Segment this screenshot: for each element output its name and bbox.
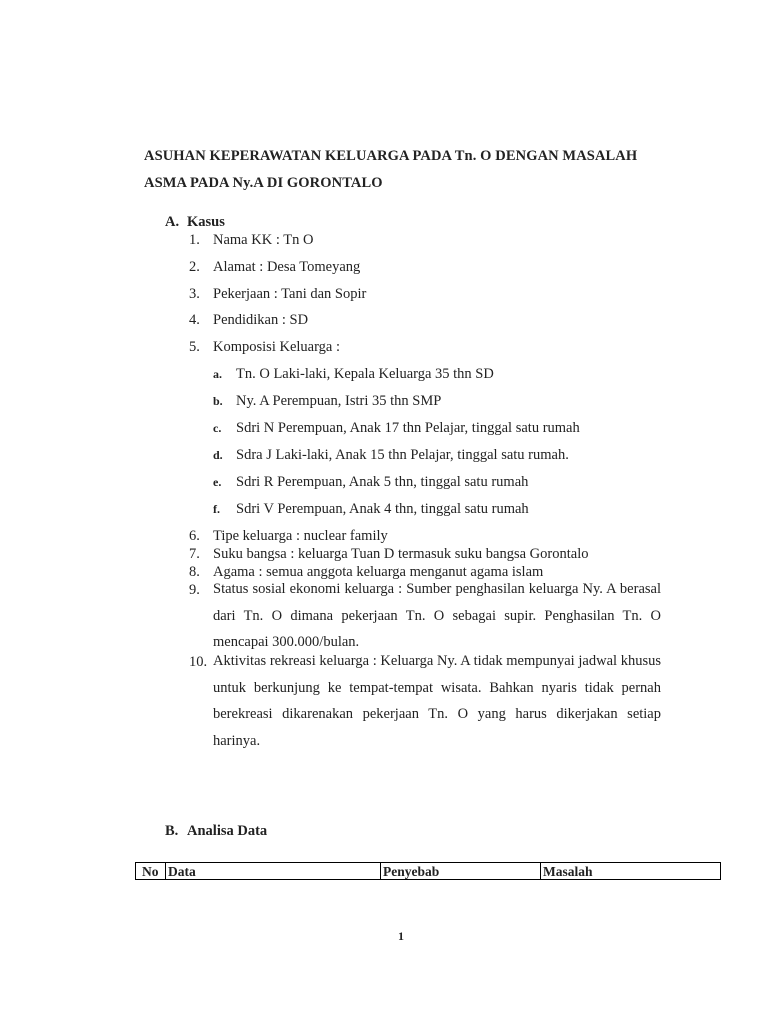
- section-a-heading: [165, 214, 225, 231]
- list-item-text: Alamat : Desa Tomeyang: [213, 259, 361, 275]
- family-member-letter: a.: [213, 367, 222, 381]
- list-item-number: 2.: [189, 259, 200, 275]
- family-member-item: [213, 501, 529, 518]
- family-member-item: [213, 393, 441, 410]
- list-item-number: 8.: [189, 564, 200, 580]
- family-member-letter: b.: [213, 394, 223, 408]
- family-member-text: Sdra J Laki-laki, Anak 15 thn Pelajar, tinggal satu rumah.: [236, 447, 569, 463]
- list-item-number: 7.: [189, 546, 200, 562]
- section-b-label: Analisa Data: [187, 823, 268, 839]
- family-member-item: [213, 366, 494, 383]
- list-item-text: Agama : semua anggota keluarga menganut agama islam: [213, 564, 544, 580]
- family-member-text: Ny. A Perempuan, Istri 35 thn SMP: [236, 393, 442, 409]
- family-member-letter: c.: [213, 421, 222, 435]
- list-item-number: 10.: [189, 654, 208, 670]
- family-member-text: Sdri N Perempuan, Anak 17 thn Pelajar, tinggal satu rumah: [236, 420, 580, 436]
- family-member-letter: e.: [213, 475, 222, 489]
- list-item-text: Komposisi Keluarga :: [213, 339, 340, 355]
- family-member-text: Tn. O Laki-laki, Kepala Keluarga 35 thn SD: [236, 366, 494, 382]
- page-number: 1: [398, 929, 404, 943]
- family-member-item: [213, 474, 528, 491]
- list-item-paragraph: Status sosial ekonomi keluarga : Sumber penghasilan keluarga Ny. A berasal dari Tn. O dimana pekerjaan Tn. O sebagai supir. Penghasilan Tn. O mencapai 300.000/bulan.: [213, 581, 661, 650]
- section-a-label: Kasus: [187, 214, 225, 230]
- section-b-heading: [165, 823, 267, 840]
- list-item: [189, 232, 313, 249]
- table-header-masalah: Masalah: [543, 864, 593, 879]
- table-header-no: No: [142, 864, 159, 879]
- list-item-number: 1.: [189, 232, 200, 248]
- list-item-text: Nama KK : Tn O: [213, 232, 314, 248]
- analysis-table-header: [135, 862, 721, 880]
- family-member-letter: f.: [213, 502, 220, 516]
- family-member-text: Sdri V Perempuan, Anak 4 thn, tinggal satu rumah: [236, 501, 529, 517]
- list-item: [189, 528, 388, 545]
- section-b-letter: B.: [165, 823, 179, 839]
- list-item-text: Suku bangsa : keluarga Tuan D termasuk suku bangsa Gorontalo: [213, 546, 589, 562]
- document-title-line-2: ASMA PADA Ny.A DI GORONTALO: [144, 175, 383, 191]
- list-item-paragraph: Aktivitas rekreasi keluarga : Keluarga Ny. A tidak mempunyai jadwal khusus untuk berkunjung ke tempat-tempat wisata. Bahkan nyaris tidak pernah berekreasi dikarenakan pekerjaan Tn. O yang harus dikerjakan setiap harinya.: [213, 653, 661, 749]
- list-item-text: Pekerjaan : Tani dan Sopir: [213, 286, 367, 302]
- list-item-number: 4.: [189, 312, 200, 328]
- document-title-line-1: ASUHAN KEPERAWATAN KELUARGA PADA Tn. O DENGAN MASALAH: [144, 148, 638, 164]
- list-item: [189, 259, 360, 276]
- list-item-text: Pendidikan : SD: [213, 312, 309, 328]
- list-item: [189, 546, 588, 563]
- list-item: [189, 339, 340, 356]
- list-item-number: 6.: [189, 528, 200, 544]
- table-header-penyebab: Penyebab: [383, 864, 440, 879]
- list-item-number: 3.: [189, 286, 200, 302]
- list-item: [189, 286, 366, 303]
- family-member-item: [213, 420, 580, 437]
- list-item-number: 9.: [189, 582, 200, 598]
- family-member-letter: d.: [213, 448, 223, 462]
- family-member-item: [213, 447, 569, 464]
- family-member-text: Sdri R Perempuan, Anak 5 thn, tinggal satu rumah: [236, 474, 529, 490]
- list-item-number: 5.: [189, 339, 200, 355]
- list-item: [189, 312, 308, 329]
- section-a-letter: A.: [165, 214, 180, 230]
- list-item-text: Tipe keluarga : nuclear family: [213, 528, 388, 544]
- table-header-data: Data: [168, 864, 196, 879]
